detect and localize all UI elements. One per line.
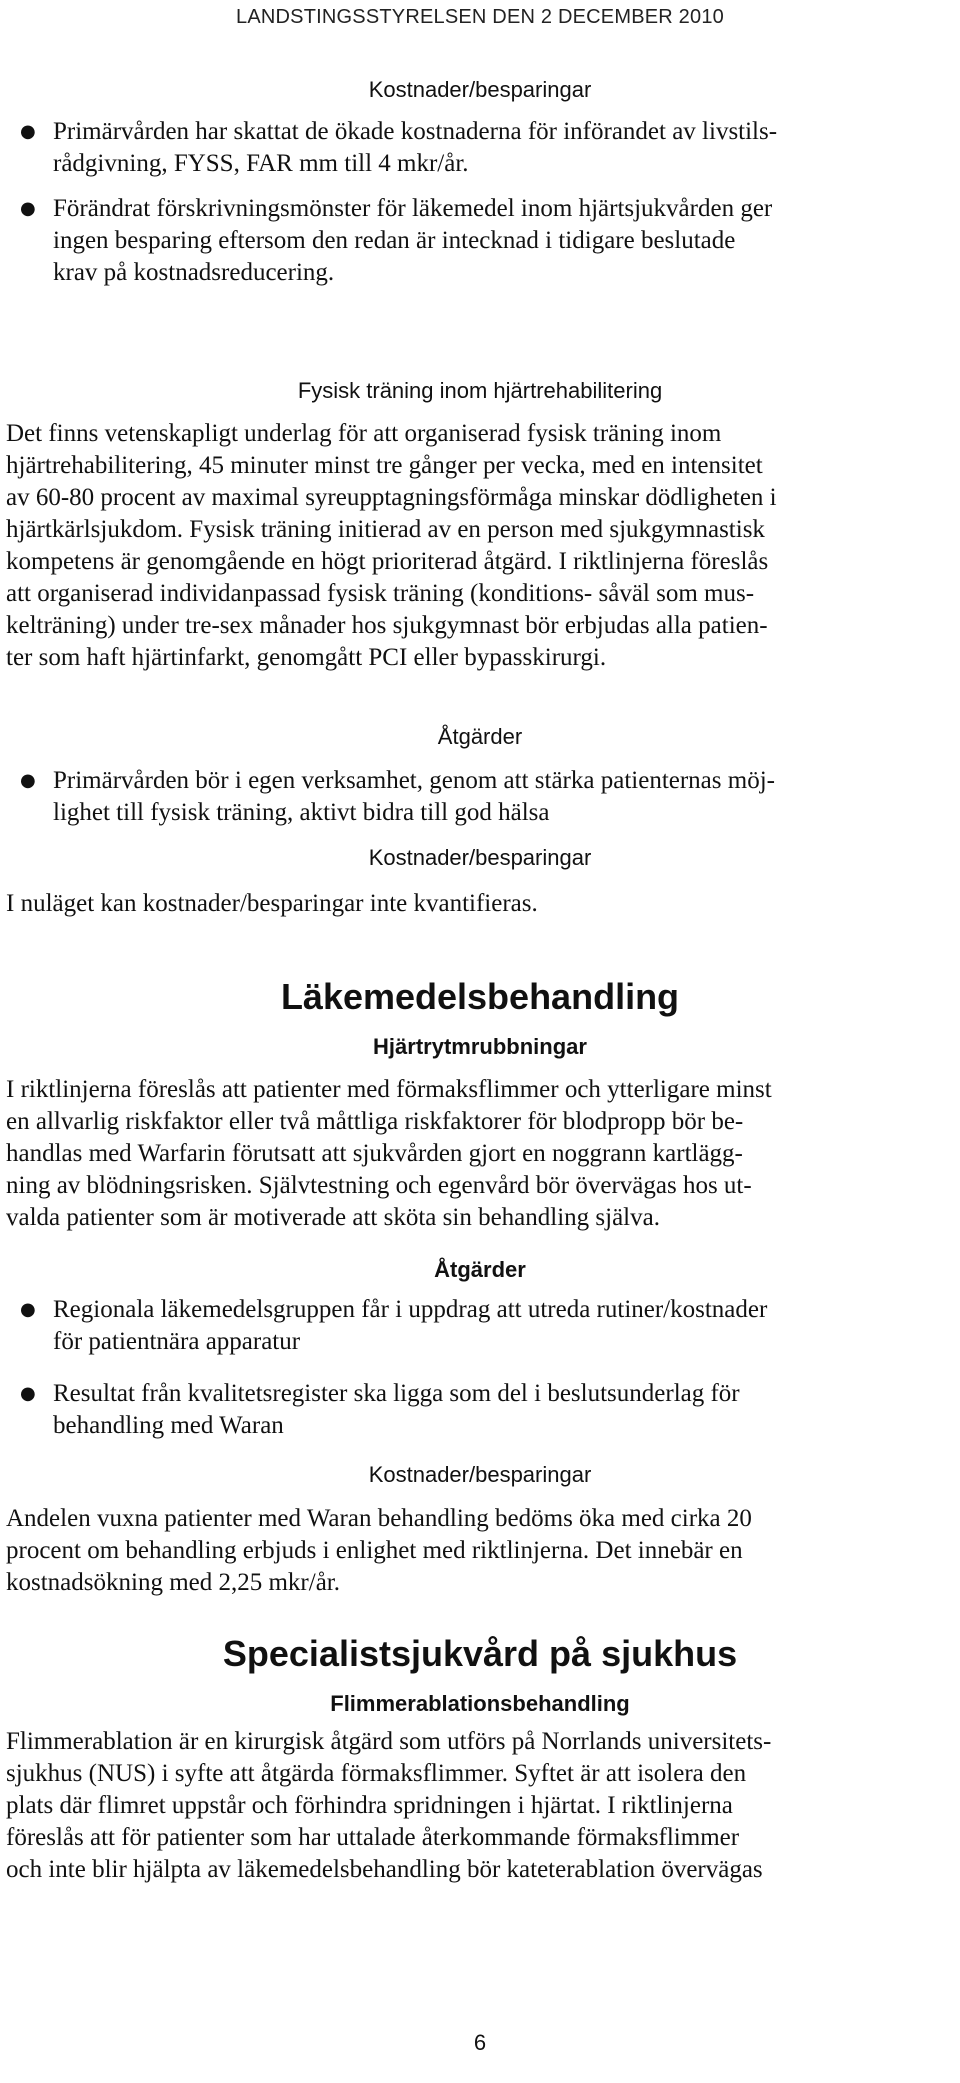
text-line: föreslås att för patienter som har uttalade återkommande förmaksflimmer [6,1824,740,1851]
section-title: Läkemedelsbehandling [280,976,680,1017]
text-line: Andelen vuxna patienter med Waran behandling bedöms öka med cirka 20 [6,1505,752,1532]
text-line: I riktlinjerna föreslås att patienter med förmaksflimmer och ytterligare minst [6,1076,772,1103]
subheading: Hjärtrytmrubbningar [373,1034,587,1059]
text-line: handlas med Warfarin förutsatt att sjukvården gjort en noggrann kartlägg- [6,1140,743,1167]
paragraph: I nuläget kan kostnader/besparingar inte kvantifieras. [6,890,538,917]
paragraph [6,1503,954,1599]
paragraph [6,1726,954,1886]
text-line: kelträning) under tre-sex månader hos sjukgymnast bör erbjudas alla patien- [6,612,768,639]
costs-heading: Kostnader/besparingar [368,1462,592,1487]
text-line: valda patienter som är motiverade att sköta sin behandling själva. [6,1204,660,1231]
text-line: procent om behandling erbjuds i enlighet med riktlinjerna. Det innebär en [6,1537,743,1564]
text-line: krav på kostnadsreducering. [53,259,335,286]
text-line: rådgivning, FYSS, FAR mm till 4 mkr/år. [53,150,469,177]
bullet-icon: ● [20,121,36,142]
bullet-icon: ● [20,1299,36,1320]
text-line: av 60-80 procent av maximal syreupptagningsförmåga minskar dödligheten i [6,484,777,511]
paragraph [6,1074,954,1234]
text-line: ning av blödningsrisken. Självtestning och egenvård bör övervägas hos ut- [6,1172,752,1199]
costs-heading: Kostnader/besparingar [368,845,592,870]
page-number: 6 [473,2030,487,2055]
text-line: en allvarlig riskfaktor eller två måttliga riskfaktorer för blodpropp bör be- [6,1108,744,1135]
section-heading: Fysisk träning inom hjärtrehabilitering [297,378,663,403]
text-line: Flimmerablation är en kirurgisk åtgärd som utförs på Norrlands universitets- [6,1728,772,1755]
text-line: Primärvården har skattat de ökade kostnaderna för införandet av livstils- [53,118,778,145]
bullet-icon: ● [20,198,36,219]
text-line: lighet till fysisk träning, aktivt bidra till god hälsa [53,799,550,826]
text-line: ingen besparing eftersom den redan är intecknad i tidigare beslutade [53,227,736,254]
text-line: hjärtkärlsjukdom. Fysisk träning initierad av en person med sjukgymnastisk [6,516,765,543]
text-line: Det finns vetenskapligt underlag för att organiserad fysisk träning inom [6,420,722,447]
text-line: att organiserad individanpassad fysisk träning (konditions- såväl som mus- [6,580,755,607]
bullet-icon: ● [20,1383,36,1404]
bullet-icon: ● [20,770,36,791]
subheading: Flimmerablationsbehandling [330,1691,630,1716]
text-line: kostnadsökning med 2,25 mkr/år. [6,1569,340,1596]
text-line: sjukhus (NUS) i syfte att åtgärda förmaksflimmer. Syftet är att isolera den [6,1760,747,1787]
actions-heading: Åtgärder [434,1257,526,1282]
text-line: behandling med Waran [53,1412,284,1439]
text-line: Förändrat förskrivningsmönster för läkemedel inom hjärtsjukvården ger [53,195,773,222]
page-header: LANDSTINGSSTYRELSEN DEN 2 DECEMBER 2010 [236,6,724,28]
text-line: Regionala läkemedelsgruppen får i uppdrag att utreda rutiner/kostnader [53,1296,768,1323]
text-line: ter som haft hjärtinfarkt, genomgått PCI eller bypasskirurgi. [6,644,607,671]
text-line: Resultat från kvalitetsregister ska ligga som del i beslutsunderlag för [53,1380,740,1407]
section-title: Specialistsjukvård på sjukhus [222,1633,738,1674]
paragraph [6,418,954,674]
text-line: hjärtrehabilitering, 45 minuter minst tre gånger per vecka, med en intensitet [6,452,763,479]
text-line: för patientnära apparatur [53,1328,301,1355]
text-line: Primärvården bör i egen verksamhet, genom att stärka patienternas möj- [53,767,775,794]
text-line: plats där flimret uppstår och förhindra spridningen i hjärtat. I riktlinjerna [6,1792,733,1819]
text-line: och inte blir hjälpta av läkemedelsbehandling bör kateterablation övervägas [6,1856,763,1883]
actions-heading: Åtgärder [437,724,523,749]
text-line: kompetens är genomgående en högt prioriterad åtgärd. I riktlinjerna föreslås [6,548,769,575]
costs-heading: Kostnader/besparingar [368,77,592,102]
